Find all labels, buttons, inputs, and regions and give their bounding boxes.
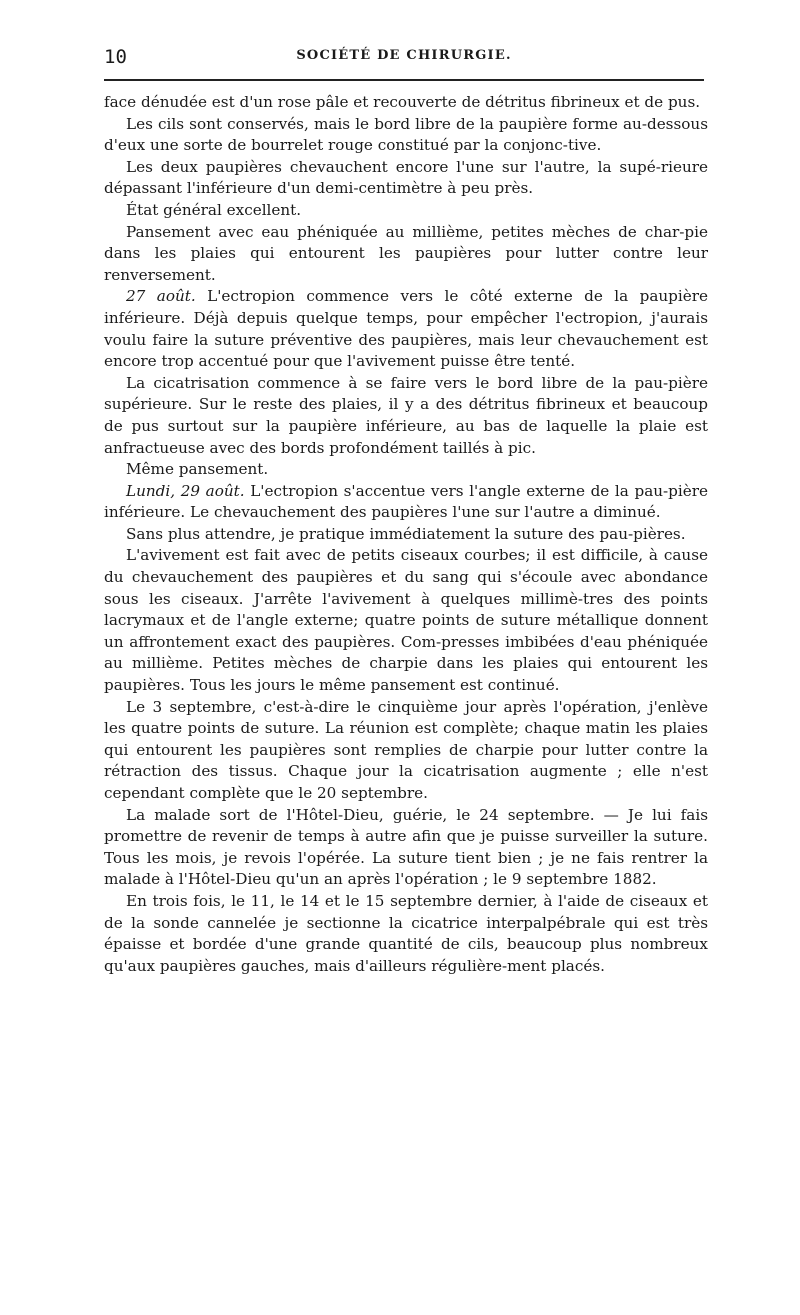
paragraph: Sans plus attendre, je pratique immédiatement la suture des pau-pières. <box>126 524 686 543</box>
page-header <box>104 46 704 70</box>
paragraph: La malade sort de l'Hôtel-Dieu, guérie, le 24 septembre. — Je lui fais promettre de revenir de temps à autre afin que je puisse surveiller la suture. Tous les mois, je revois l'opérée. La suture tient bien ; je ne fais rentrer la malade à l'Hôtel-Dieu qu'un an après l'opération ; le 9 septembre 1882. <box>104 805 708 889</box>
paragraph: face dénudée est d'un rose pâle et recouverte de détritus fibrineux et de pus. <box>104 93 701 111</box>
entry-date: 27 août. <box>126 287 196 306</box>
paragraph: État général excellent. <box>126 200 302 219</box>
paragraph: Les cils sont conservés, mais le bord libre de la paupière forme au-dessous d'eux une sorte de bourrelet rouge constitué par la conjonc-tive. <box>104 114 708 155</box>
page-number: 10 <box>104 46 127 68</box>
header-rule <box>104 79 704 81</box>
paragraph: L'avivement est fait avec de petits ciseaux courbes; il est difficile, à cause du chevauchement des paupières et du sang qui s'écoule avec abondance sous les ciseaux. J'arrête l'avivement à quelques millimè-tres des points lacrymaux et de l'angle externe; quatre points de suture métallique donnent un affrontement exact des paupières. Com-presses imbibées d'eau phéniquée au millième. Petites mèches de charpie dans les plaies qui entourent les paupières. Tous les jours le même pansement est continué. <box>104 546 708 695</box>
body-text <box>104 92 708 977</box>
paragraph: En trois fois, le 11, le 14 et le 15 septembre dernier, à l'aide de ciseaux et de la sonde cannelée je sectionne la cicatrice interpalpébrale qui est très épaisse et bordée d'une grande quantité de cils, beaucoup plus nombreux qu'aux paupières gauches, mais d'ailleurs régulière-ment placés. <box>104 891 708 975</box>
paragraph: Le 3 septembre, c'est-à-dire le cinquième jour après l'opération, j'enlève les quatre points de suture. La réunion est complète; chaque matin les plaies qui entourent les paupières sont remplies de charpie pour lutter contre la rétraction des tissus. Chaque jour la cicatrisation augmente ; elle n'est cependant complète que le 20 septembre. <box>104 697 708 802</box>
running-title: SOCIÉTÉ DE CHIRURGIE. <box>296 48 512 63</box>
paragraph: Les deux paupières chevauchent encore l'une sur l'autre, la supé-rieure dépassant l'inférieure d'un demi-centimètre à peu près. <box>104 157 708 198</box>
paragraph: Pansement avec eau phéniquée au millième, petites mèches de char-pie dans les plaies qui entourent les paupières pour lutter contre leur renversement. <box>104 222 708 284</box>
paragraph: 27 août. L'ectropion commence vers le côté externe de la paupière inférieure. Déjà depuis quelque temps, pour empêcher l'ectropion, j'aurais voulu faire la suture préventive des paupières, mais leur chevauchement est encore trop accentué pour que l'avivement puisse être tenté. <box>104 287 708 371</box>
entry-date: Lundi, 29 août. <box>126 481 245 500</box>
paragraph: Même pansement. <box>126 460 269 479</box>
paragraph: Lundi, 29 août. L'ectropion s'accentue vers l'angle externe de la pau-pière inférieure. Le chevauchement des paupières l'une sur l'autre a diminué. <box>104 481 708 522</box>
paragraph: La cicatrisation commence à se faire vers le bord libre de la pau-pière supérieure. Sur le reste des plaies, il y a des détritus fibrineux et beaucoup de pus surtout sur la paupière inférieure, au bas de laquelle la plaie est anfractueuse avec des bords profondément taillés à pic. <box>104 373 708 457</box>
